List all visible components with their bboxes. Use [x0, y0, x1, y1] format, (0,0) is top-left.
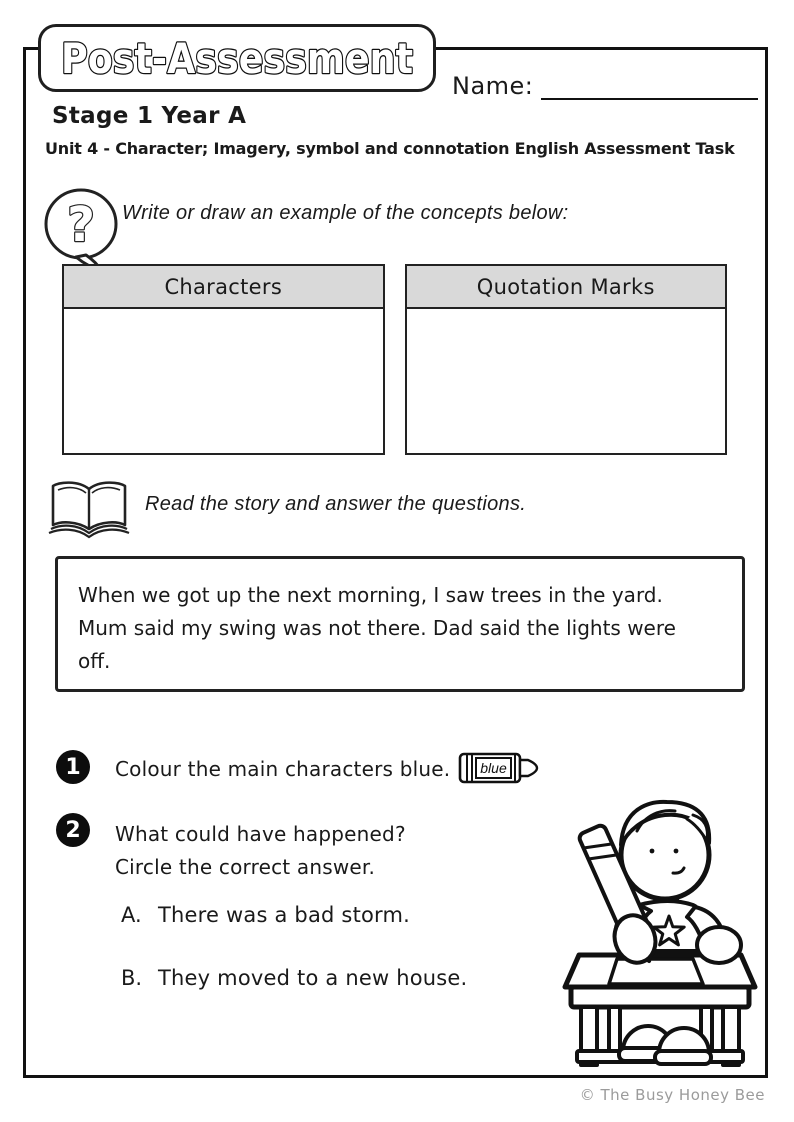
story-line: off. [78, 649, 111, 673]
concept-box-answer-area [64, 309, 383, 453]
question-2-text [115, 818, 406, 884]
concept-box-characters [62, 264, 385, 455]
option-b-text: They moved to a new house. [158, 966, 468, 990]
name-row [452, 72, 758, 100]
concept-box-header: Quotation Marks [407, 266, 726, 309]
question-2-number: 2 [56, 813, 90, 847]
question-glyph: ? [67, 197, 95, 253]
open-book-icon [46, 477, 132, 539]
question-mark-speech-bubble-icon [42, 186, 122, 274]
title-box [38, 24, 436, 92]
concept-boxes [62, 264, 727, 455]
story-text [78, 579, 676, 678]
story-line: Mum said my swing was not there. Dad said the lights were [78, 616, 676, 640]
concept-box-quotation-marks [405, 264, 728, 455]
question-1-text: Colour the main characters blue. [115, 757, 451, 781]
option-a-text: There was a bad storm. [158, 903, 411, 927]
name-label: Name: [452, 72, 534, 100]
question-2-line-2: Circle the correct answer. [115, 855, 376, 879]
unit-heading: Unit 4 - Character; Imagery, symbol and connotation English Assessment Task [45, 139, 735, 158]
story-line: When we got up the next morning, I saw trees in the yard. [78, 583, 663, 607]
crayon-label: blue [480, 760, 507, 776]
page-title: Post-Assessment [61, 34, 413, 83]
concept-box-header: Characters [64, 266, 383, 309]
concept-box-answer-area [407, 309, 726, 453]
option-a-letter: A. [121, 903, 142, 927]
story-box [55, 556, 745, 692]
question-2-line-1: What could have happened? [115, 822, 406, 846]
concepts-instruction: Write or draw an example of the concepts below: [122, 202, 569, 224]
title-bubble-text [41, 27, 433, 89]
blue-crayon-icon [458, 751, 540, 785]
name-blank-line [541, 72, 758, 100]
footer-credit: © The Busy Honey Bee [579, 1086, 765, 1104]
story-instruction: Read the story and answer the questions. [145, 493, 527, 515]
child-writing-at-desk-illustration [553, 793, 765, 1075]
option-b-letter: B. [121, 966, 143, 990]
stage-heading: Stage 1 Year A [52, 103, 247, 129]
question-1-number: 1 [56, 750, 90, 784]
